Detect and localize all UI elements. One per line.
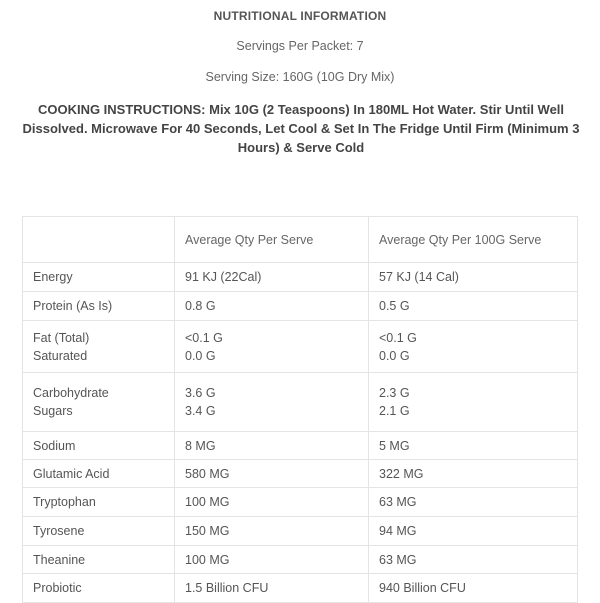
table-row <box>23 574 578 603</box>
per-serve-cell <box>175 373 369 432</box>
per-serve-value: <0.1 G <box>185 330 223 345</box>
per-100g-value: 57 KJ (14 Cal) <box>369 263 578 292</box>
per-100g-value: 0.5 G <box>369 292 578 321</box>
per-100g-value: 94 MG <box>369 517 578 546</box>
nutrient-sublabel: Sugars <box>33 404 73 418</box>
serving-size: Serving Size: 160G (10G Dry Mix) <box>205 70 395 84</box>
column-header-per-100g: Average Qty Per 100G Serve <box>369 217 578 263</box>
servings-per-packet: Servings Per Packet: 7 <box>236 39 364 53</box>
nutrient-label: Glutamic Acid <box>23 460 175 488</box>
column-header-per-serve: Average Qty Per Serve <box>175 217 369 263</box>
page-title: NUTRITIONAL INFORMATION <box>213 9 387 23</box>
table-row <box>23 292 578 321</box>
nutrient-label: Fat (Total) <box>33 330 90 345</box>
per-serve-value: 3.6 G <box>185 386 216 400</box>
column-header-nutrient <box>23 217 175 263</box>
cooking-instructions: COOKING INSTRUCTIONS: Mix 10G (2 Teaspoons) In 180ML Hot Water. Stir Until Well Dissolved. Microwave For 40 Seconds, Let Cool & Set In The Fridge Until Firm (Minimum 3 Hours) & Serve Cold <box>22 102 580 155</box>
per-serve-cell <box>175 321 369 373</box>
nutrient-label: Theanine <box>23 546 175 574</box>
per-serve-value: 8 MG <box>175 432 369 460</box>
per-100g-value: 63 MG <box>369 488 578 517</box>
per-serve-subvalue: 0.0 G <box>185 348 216 363</box>
per-serve-subvalue: 3.4 G <box>185 404 216 418</box>
table-row <box>23 321 578 373</box>
per-100g-value: 63 MG <box>369 546 578 574</box>
per-100g-value: <0.1 G <box>379 330 417 345</box>
per-100g-value: 322 MG <box>369 460 578 488</box>
per-100g-value: 5 MG <box>369 432 578 460</box>
per-serve-value: 580 MG <box>175 460 369 488</box>
per-100g-cell <box>369 321 578 373</box>
nutrient-label: Protein (As Is) <box>23 292 175 321</box>
nutrition-table <box>22 216 578 603</box>
nutrient-label: Tyrosene <box>23 517 175 546</box>
nutrient-label-cell <box>23 373 175 432</box>
nutrient-label: Energy <box>23 263 175 292</box>
table-row <box>23 488 578 517</box>
per-serve-value: 91 KJ (22Cal) <box>175 263 369 292</box>
per-serve-value: 1.5 Billion CFU <box>175 574 369 603</box>
table-row <box>23 460 578 488</box>
table-header-row <box>23 217 578 263</box>
table-row <box>23 373 578 432</box>
table-row <box>23 517 578 546</box>
per-serve-value: 100 MG <box>175 488 369 517</box>
per-100g-cell <box>369 373 578 432</box>
nutrient-label-cell <box>23 321 175 373</box>
nutrient-label: Carbohydrate <box>33 386 109 400</box>
nutrient-label: Probiotic <box>23 574 175 603</box>
per-serve-value: 100 MG <box>175 546 369 574</box>
per-serve-value: 0.8 G <box>175 292 369 321</box>
per-100g-subvalue: 2.1 G <box>379 404 410 418</box>
table-row <box>23 263 578 292</box>
per-100g-value: 940 Billion CFU <box>369 574 578 603</box>
per-100g-value: 2.3 G <box>379 386 410 400</box>
nutrient-label: Sodium <box>23 432 175 460</box>
per-serve-value: 150 MG <box>175 517 369 546</box>
per-100g-subvalue: 0.0 G <box>379 348 410 363</box>
table-row <box>23 432 578 460</box>
table-row <box>23 546 578 574</box>
nutrient-label: Tryptophan <box>23 488 175 517</box>
nutrient-sublabel: Saturated <box>33 348 88 363</box>
